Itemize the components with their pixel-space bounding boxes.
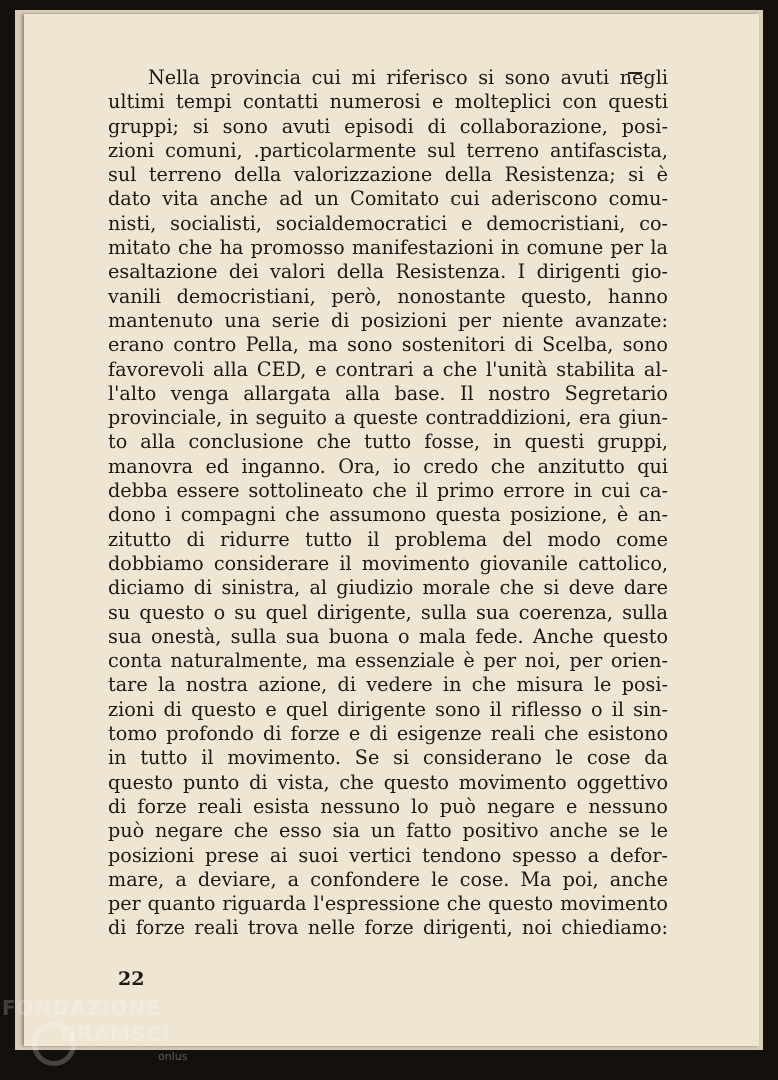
text-line: ultimi tempi contatti numerosi e molteplici con questi — [108, 90, 668, 114]
text-line: zitutto di ridurre tutto il problema del modo come — [108, 527, 668, 551]
text-line: di forze reali esista nessuno lo può negare e nessuno — [108, 794, 668, 818]
text-line: tare la nostra azione, di vedere in che misura le posi- — [108, 673, 668, 697]
text-line: esaltazione dei valori della Resistenza. I dirigenti gio- — [108, 260, 668, 284]
text-line: tomo profondo di forze e di esigenze reali che esistono — [108, 722, 668, 746]
text-line: su questo o su quel dirigente, sulla sua coerenza, sulla — [108, 600, 668, 624]
text-line: erano contro Pella, ma sono sostenitori di Scelba, sono — [108, 333, 668, 357]
text-line: mare, a deviare, a confondere le cose. Ma poi, anche — [108, 867, 668, 891]
text-line: zioni comuni, .particolarmente sul terreno antifascista, — [108, 138, 668, 162]
text-line: debba essere sottolineato che il primo errore in cui ca- — [108, 479, 668, 503]
text-line: provinciale, in seguito a queste contraddizioni, era giun- — [108, 406, 668, 430]
watermark-suffix: onlus — [158, 1050, 188, 1063]
page-number: 22 — [118, 968, 145, 990]
text-line: zioni di questo e quel dirigente sono il riflesso o il sin- — [108, 697, 668, 721]
body-text — [108, 66, 668, 941]
text-line: favorevoli alla CED, e contrari a che l'unità stabilita al- — [108, 357, 668, 381]
text-line: sul terreno della valorizzazione della Resistenza; si è — [108, 163, 668, 187]
text-line: conta naturalmente, ma essenziale è per noi, per orien- — [108, 649, 668, 673]
text-line: vanili democristiani, però, nonostante questo, hanno — [108, 284, 668, 308]
text-line: gruppi; si sono avuti episodi di collaborazione, posi- — [108, 114, 668, 138]
text-line: manovra ed inganno. Ora, io credo che anzitutto qui — [108, 454, 668, 478]
text-line: dato vita anche ad un Comitato cui aderiscono comu- — [108, 187, 668, 211]
text-line: diciamo di sinistra, al giudizio morale che si deve dare — [108, 576, 668, 600]
text-line: l'alto venga allargata alla base. Il nostro Segretario — [108, 381, 668, 405]
text-line: per quanto riguarda l'espressione che questo movimento — [108, 892, 668, 916]
text-line: di forze reali trova nelle forze dirigenti, noi chiediamo: — [108, 916, 668, 940]
text-line: dobbiamo considerare il movimento giovanile cattolico, — [108, 551, 668, 575]
text-line: nisti, socialisti, socialdemocratici e democristiani, co- — [108, 211, 668, 235]
text-line: to alla conclusione che tutto fosse, in questi gruppi, — [108, 430, 668, 454]
text-line: mantenuto una serie di posizioni per niente avanzate: — [108, 308, 668, 332]
text-line: dono i compagni che assumono questa posizione, è an- — [108, 503, 668, 527]
text-line: può negare che esso sia un fatto positivo anche se le — [108, 819, 668, 843]
watermark-line-1: FONDAZIONE — [2, 996, 161, 1020]
text-line: mitato che ha promosso manifestazioni in comune per la — [108, 236, 668, 260]
text-line: in tutto il movimento. Se si considerano le cose da — [108, 746, 668, 770]
text-line: Nella provincia cui mi riferisco si sono avuti negli — [148, 66, 668, 89]
text-line: questo punto di vista, che questo movimento oggettivo — [108, 770, 668, 794]
watermark-line-2: GRAMSCI — [60, 1022, 171, 1046]
text-line: sua onestà, sulla sua buona o mala fede. Anche questo — [108, 624, 668, 648]
text-line: posizioni prese ai suoi vertici tendono spesso a defor- — [108, 843, 668, 867]
